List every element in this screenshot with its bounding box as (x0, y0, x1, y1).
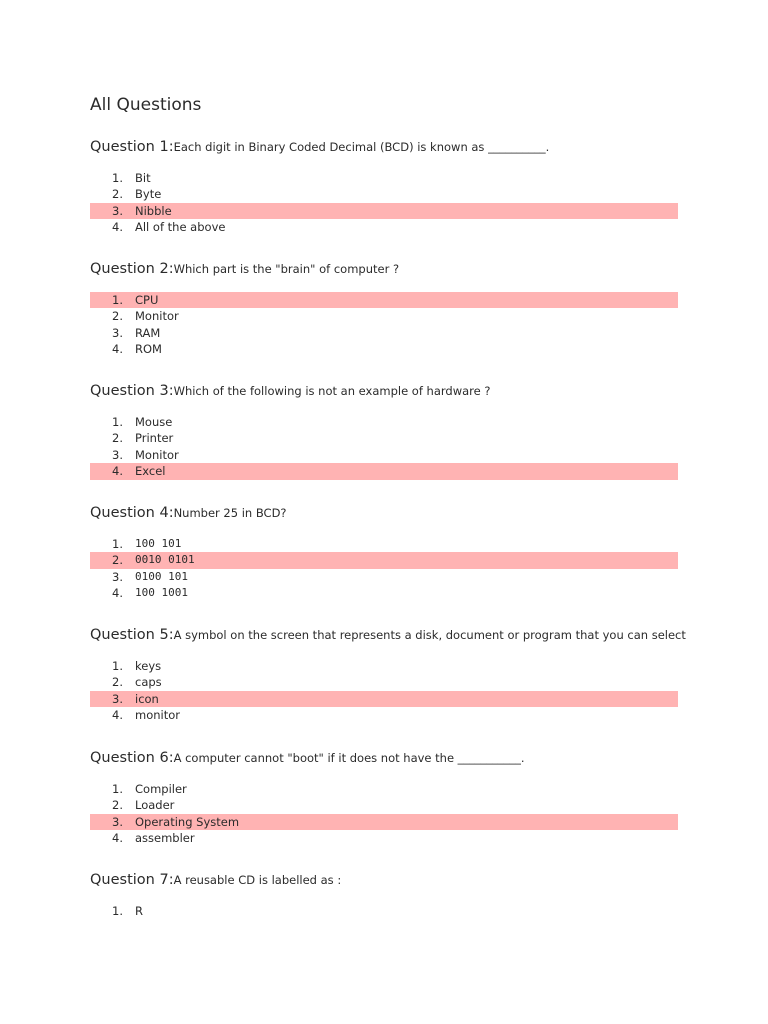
question-heading (90, 501, 690, 523)
option-number: 2. (112, 187, 123, 202)
question-heading (90, 257, 690, 279)
question-heading (90, 135, 690, 157)
question-4 (90, 501, 690, 602)
option-number: 2. (112, 431, 123, 446)
option-item-correct (90, 292, 678, 308)
option-number: 4. (112, 342, 123, 357)
option-text: Loader (135, 798, 175, 813)
option-list (90, 414, 690, 480)
option-item (90, 414, 678, 430)
option-text: ROM (135, 342, 162, 357)
option-text: R (135, 904, 143, 918)
option-number: 1. (112, 782, 123, 796)
option-text: Compiler (135, 782, 187, 796)
option-text: Bit (135, 171, 151, 185)
option-text: keys (135, 659, 162, 673)
option-number: 3. (112, 691, 123, 706)
option-item (90, 430, 678, 446)
option-text: Byte (135, 187, 162, 202)
question-text: A computer cannot "boot" if it does not have the ___________. (173, 751, 525, 765)
option-item (90, 674, 678, 690)
option-text: caps (135, 675, 162, 690)
question-label: Question 2: (90, 261, 174, 277)
option-text: 100 101 (135, 537, 182, 550)
option-item (90, 781, 678, 797)
option-item (90, 186, 678, 202)
option-number: 4. (112, 586, 123, 601)
option-number: 2. (112, 798, 123, 813)
option-number: 4. (112, 464, 123, 479)
option-text: assembler (135, 831, 195, 846)
option-number: 2. (112, 309, 123, 324)
option-text: Monitor (135, 309, 179, 324)
option-item (90, 170, 678, 186)
option-item (90, 707, 678, 723)
option-item (90, 536, 678, 552)
option-text: 100 1001 (135, 586, 188, 600)
question-text: Number 25 in BCD? (173, 506, 287, 520)
option-number: 1. (112, 415, 123, 429)
option-item (90, 325, 678, 341)
option-item-correct (90, 552, 678, 568)
question-text: A reusable CD is labelled as : (173, 873, 342, 887)
question-7 (90, 868, 690, 919)
question-2 (90, 257, 690, 358)
question-1 (90, 135, 690, 236)
option-number: 2. (112, 553, 123, 568)
option-text: monitor (135, 708, 180, 723)
question-text: Which part is the "brain" of computer ? (173, 262, 400, 276)
question-heading (90, 623, 690, 645)
question-label: Question 4: (90, 505, 174, 521)
question-6 (90, 746, 690, 847)
question-text: Which of the following is not an example of hardware ? (173, 384, 491, 398)
option-item-correct (90, 691, 678, 707)
option-list (90, 781, 690, 847)
option-text: 0010 0101 (135, 553, 195, 567)
option-item-correct (90, 463, 678, 479)
option-item (90, 341, 678, 357)
option-text: icon (135, 691, 159, 706)
option-number: 3. (112, 447, 123, 462)
option-number: 3. (112, 814, 123, 829)
option-number: 4. (112, 220, 123, 235)
option-list (90, 903, 690, 919)
option-text: Nibble (135, 203, 172, 218)
question-label: Question 6: (90, 750, 174, 766)
option-list (90, 170, 690, 236)
option-list (90, 536, 690, 602)
option-list (90, 658, 690, 724)
question-heading (90, 746, 690, 768)
option-number: 4. (112, 831, 123, 846)
question-heading (90, 379, 690, 401)
option-number: 3. (112, 203, 123, 218)
option-text: All of the above (135, 220, 226, 235)
option-item (90, 569, 678, 585)
option-item-correct (90, 203, 678, 219)
option-text: Operating System (135, 814, 240, 829)
option-text: CPU (135, 293, 159, 307)
question-heading (90, 868, 690, 890)
option-text: Excel (135, 464, 166, 479)
option-item (90, 585, 678, 601)
option-number: 1. (112, 904, 123, 918)
option-number: 3. (112, 569, 123, 584)
option-text: 0100 101 (135, 569, 188, 583)
option-item (90, 903, 678, 919)
option-number: 3. (112, 325, 123, 340)
option-text: Printer (135, 431, 174, 446)
option-text: Mouse (135, 415, 173, 429)
question-label: Question 1: (90, 139, 174, 155)
option-text: RAM (135, 325, 161, 340)
option-item (90, 797, 678, 813)
option-number: 1. (112, 171, 123, 185)
option-item (90, 830, 678, 846)
option-text: Monitor (135, 447, 179, 462)
question-text: A symbol on the screen that represents a disk, document or program that you can select (173, 628, 686, 642)
question-label: Question 5: (90, 627, 174, 643)
question-3 (90, 379, 690, 480)
question-text: Each digit in Binary Coded Decimal (BCD) is known as __________. (173, 140, 550, 154)
question-5 (90, 623, 690, 724)
option-number: 2. (112, 675, 123, 690)
option-number: 4. (112, 708, 123, 723)
page-title: All Questions (90, 95, 202, 115)
option-item (90, 658, 678, 674)
question-label: Question 7: (90, 872, 174, 888)
option-item (90, 308, 678, 324)
option-item (90, 219, 678, 235)
option-number: 1. (112, 293, 123, 307)
option-number: 1. (112, 537, 123, 551)
option-list (90, 292, 690, 358)
option-number: 1. (112, 659, 123, 673)
question-label: Question 3: (90, 383, 174, 399)
option-item-correct (90, 814, 678, 830)
option-item (90, 447, 678, 463)
